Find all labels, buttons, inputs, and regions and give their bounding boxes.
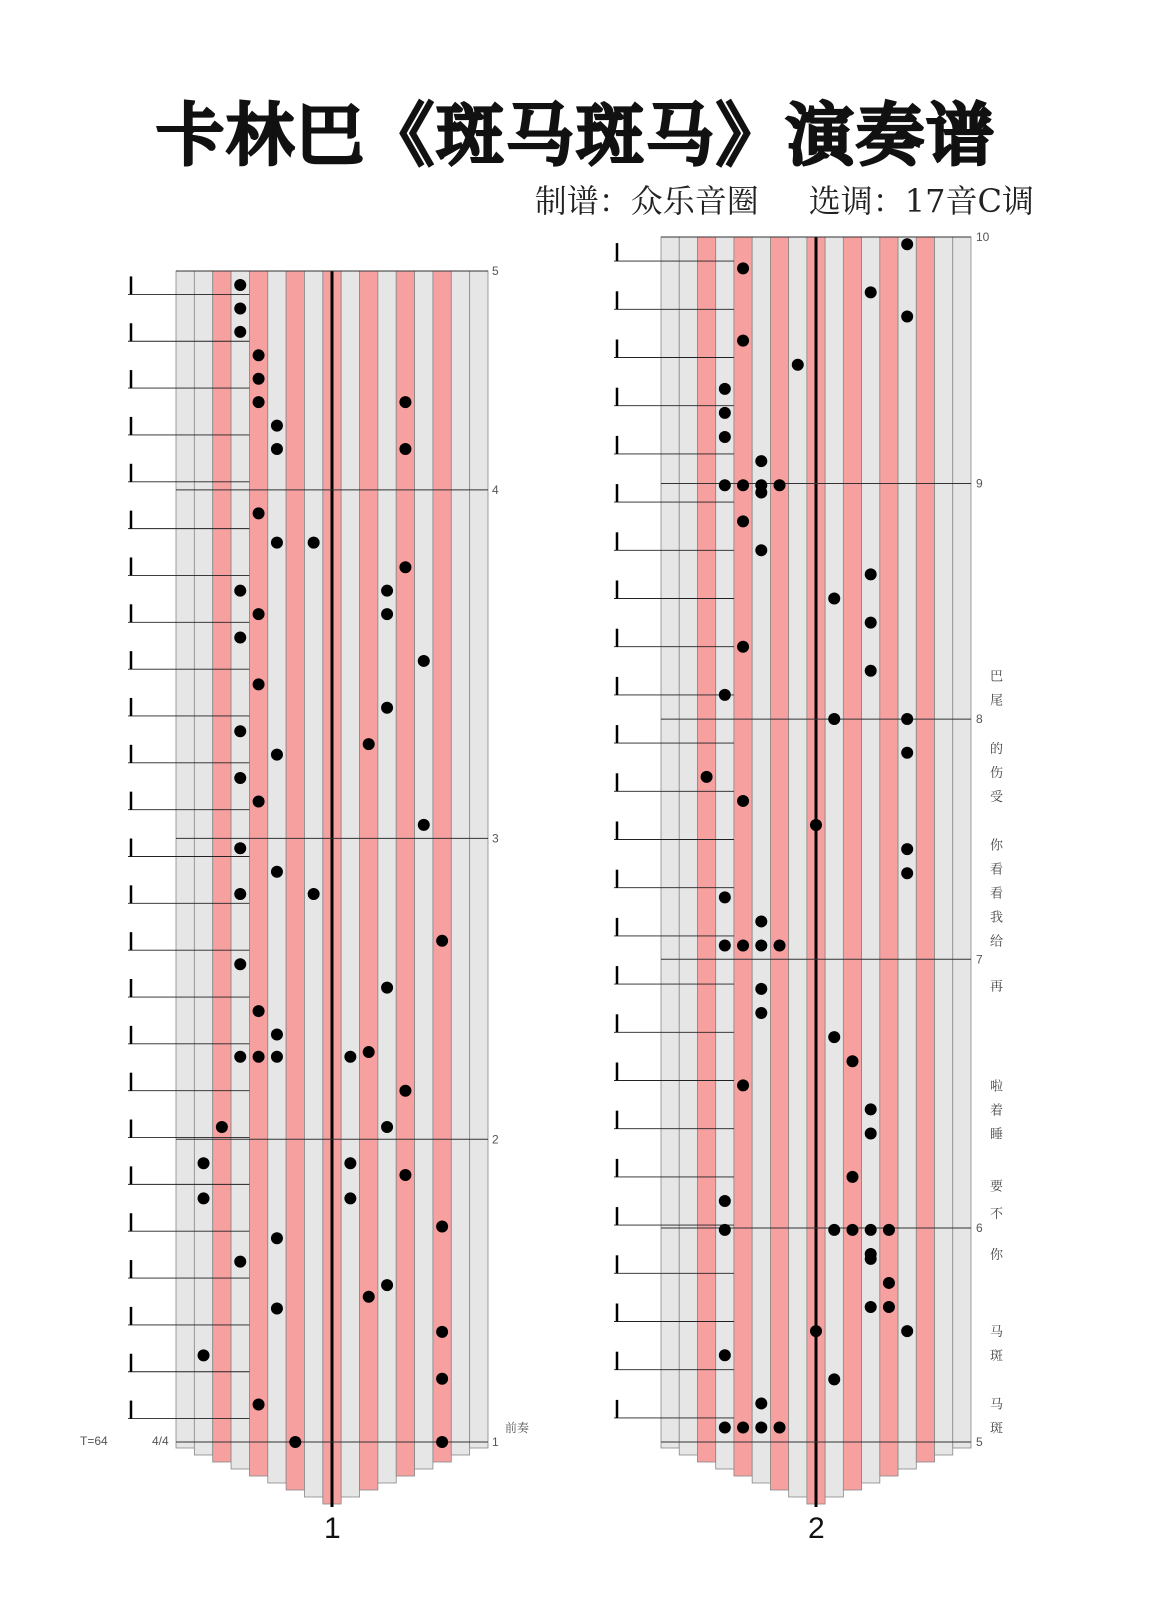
note-dot <box>363 1291 375 1303</box>
note-dot <box>436 1221 448 1233</box>
lyric-char: 给 <box>990 934 1004 950</box>
note-dot <box>381 585 393 597</box>
bar-number: 5 <box>976 1435 983 1449</box>
note-dot <box>381 702 393 714</box>
note-dot <box>737 1079 749 1091</box>
kalimba-tine <box>176 271 194 1448</box>
note-dot <box>755 915 767 927</box>
note-dot <box>253 1051 265 1063</box>
page-title: 卡林巴《斑马斑马》演奏谱 <box>155 97 996 176</box>
lyric-char: 啦 <box>990 1079 1004 1095</box>
note-dot <box>234 842 246 854</box>
note-dot <box>271 1303 283 1315</box>
note-dot <box>271 866 283 878</box>
note-dot <box>755 1422 767 1434</box>
note-dot <box>198 1349 210 1361</box>
note-dot <box>719 1195 731 1207</box>
note-dot <box>865 1103 877 1115</box>
kalimba-tine <box>770 237 788 1490</box>
arranger-credit: 制谱：众乐音圈 <box>534 182 759 220</box>
note-dot <box>755 455 767 467</box>
lyric-char: 要 <box>990 1179 1004 1195</box>
note-dot <box>418 655 430 667</box>
note-dot <box>828 593 840 605</box>
note-dot <box>234 326 246 338</box>
kalimba-tine <box>341 271 359 1497</box>
tempo-marking: T=64 <box>80 1434 108 1448</box>
note-dot <box>737 479 749 491</box>
kalimba-tine <box>789 237 807 1497</box>
bar-number: 7 <box>976 952 983 967</box>
note-dot <box>271 1232 283 1244</box>
note-dot <box>289 1436 301 1448</box>
bar-number: 4 <box>492 482 499 497</box>
note-dot <box>363 738 375 750</box>
note-dot <box>271 443 283 455</box>
note-dot <box>846 1055 858 1067</box>
note-dot <box>253 678 265 690</box>
bar-number: 6 <box>976 1220 983 1235</box>
score-panel-2 <box>614 230 1004 1545</box>
bar-number: 2 <box>492 1132 499 1147</box>
note-dot <box>901 747 913 759</box>
note-dot <box>865 286 877 298</box>
kalimba-tine <box>194 271 212 1455</box>
note-dot <box>253 1399 265 1411</box>
note-dot <box>234 725 246 737</box>
bar-number: 8 <box>976 712 983 727</box>
kalimba-tine <box>716 237 734 1469</box>
note-dot <box>719 407 731 419</box>
note-dot <box>436 1373 448 1385</box>
kalimba-tine <box>249 271 267 1476</box>
note-dot <box>198 1192 210 1204</box>
kalimba-tine <box>697 237 715 1462</box>
note-dot <box>216 1121 228 1133</box>
lyric-char: 我 <box>990 910 1004 926</box>
kalimba-tine <box>378 271 396 1483</box>
note-dot <box>810 1325 822 1337</box>
note-dot <box>381 1279 393 1291</box>
lyric-char: 受 <box>990 790 1004 806</box>
bar-number: 10 <box>976 230 990 244</box>
note-dot <box>755 544 767 556</box>
bar-number: 1 <box>492 1435 499 1449</box>
score-panel-1 <box>128 264 499 1545</box>
note-dot <box>253 349 265 361</box>
note-dot <box>253 608 265 620</box>
lyric-char: 你 <box>990 838 1004 854</box>
note-dot <box>436 935 448 947</box>
note-dot <box>271 420 283 432</box>
note-dot <box>234 888 246 900</box>
note-dot <box>234 1051 246 1063</box>
note-dot <box>810 819 822 831</box>
bar-number: 3 <box>492 831 499 846</box>
kalimba-tine <box>825 237 843 1497</box>
note-dot <box>737 940 749 952</box>
time-signature: 4/4 <box>152 1434 169 1448</box>
kalimba-tine <box>213 271 231 1462</box>
lyric-char: 看 <box>990 886 1004 902</box>
note-dot <box>344 1192 356 1204</box>
kalimba-tine <box>286 271 304 1490</box>
note-dot <box>883 1301 895 1313</box>
kalimba-tine <box>734 237 752 1476</box>
note-dot <box>737 262 749 274</box>
note-dot <box>234 772 246 784</box>
note-dot <box>737 335 749 347</box>
note-dot <box>828 1373 840 1385</box>
note-dot <box>719 940 731 952</box>
kalimba-tine <box>935 237 953 1455</box>
note-dot <box>865 568 877 580</box>
note-dot <box>253 507 265 519</box>
lyric-char: 的 <box>990 741 1004 757</box>
note-dot <box>828 1224 840 1236</box>
note-dot <box>253 795 265 807</box>
note-dot <box>271 537 283 549</box>
note-dot <box>344 1157 356 1169</box>
note-dot <box>865 617 877 629</box>
note-dot <box>234 1256 246 1268</box>
note-dot <box>901 867 913 879</box>
note-dot <box>253 373 265 385</box>
note-dot <box>737 795 749 807</box>
bar-number: 9 <box>976 476 983 491</box>
note-dot <box>234 632 246 644</box>
note-dot <box>719 1422 731 1434</box>
note-dot <box>719 431 731 443</box>
lyric-char: 看 <box>990 862 1004 878</box>
note-dot <box>399 561 411 573</box>
note-dot <box>755 983 767 995</box>
note-dot <box>901 311 913 323</box>
kalimba-tine <box>360 271 378 1490</box>
lyric-char: 马 <box>990 1397 1004 1413</box>
note-dot <box>381 608 393 620</box>
lyric-char: 你 <box>990 1248 1004 1264</box>
key-credit: 选调：17音C调 <box>808 182 1034 220</box>
note-dot <box>719 1349 731 1361</box>
note-dot <box>755 1007 767 1019</box>
note-dot <box>737 641 749 653</box>
note-dot <box>737 515 749 527</box>
note-dot <box>271 749 283 761</box>
note-dot <box>865 1301 877 1313</box>
kalimba-tine <box>880 237 898 1476</box>
note-dot <box>828 713 840 725</box>
lyric-char: 睡 <box>990 1127 1004 1143</box>
kalimba-tine <box>304 271 322 1497</box>
note-dot <box>774 940 786 952</box>
note-dot <box>198 1157 210 1169</box>
note-dot <box>774 479 786 491</box>
note-dot <box>865 665 877 677</box>
note-dot <box>234 585 246 597</box>
page-number: 2 <box>808 1512 825 1545</box>
note-dot <box>399 1085 411 1097</box>
note-dot <box>234 279 246 291</box>
note-dot <box>846 1171 858 1183</box>
note-dot <box>774 1422 786 1434</box>
note-dot <box>755 1397 767 1409</box>
kalimba-tine <box>862 237 880 1483</box>
note-dot <box>883 1277 895 1289</box>
note-dot <box>901 1325 913 1337</box>
note-dot <box>719 689 731 701</box>
note-dot <box>363 1046 375 1058</box>
lyric-char: 不 <box>990 1207 1004 1223</box>
kalimba-tine <box>433 271 451 1462</box>
note-dot <box>865 1248 877 1260</box>
lyric-char: 斑 <box>990 1349 1004 1365</box>
note-dot <box>701 771 713 783</box>
note-dot <box>901 238 913 250</box>
note-dot <box>719 1224 731 1236</box>
note-dot <box>719 383 731 395</box>
note-dot <box>381 1121 393 1133</box>
intro-label: 前奏 <box>505 1421 530 1435</box>
note-dot <box>253 396 265 408</box>
note-dot <box>271 1051 283 1063</box>
lyric-char: 马 <box>990 1325 1004 1341</box>
note-dot <box>719 891 731 903</box>
note-dot <box>865 1224 877 1236</box>
note-dot <box>308 888 320 900</box>
note-dot <box>271 1028 283 1040</box>
note-dot <box>234 958 246 970</box>
page-number: 1 <box>324 1512 341 1545</box>
kalimba-tine <box>451 271 469 1455</box>
note-dot <box>792 359 804 371</box>
kalimba-tine <box>843 237 861 1490</box>
note-dot <box>253 1005 265 1017</box>
note-dot <box>737 1422 749 1434</box>
lyric-char: 巴 <box>990 669 1004 685</box>
note-dot <box>883 1224 895 1236</box>
lyric-char: 再 <box>990 979 1004 995</box>
note-dot <box>399 443 411 455</box>
note-dot <box>846 1224 858 1236</box>
note-dot <box>344 1051 356 1063</box>
note-dot <box>755 940 767 952</box>
note-dot <box>755 479 767 491</box>
lyric-char: 尾 <box>990 693 1004 709</box>
note-dot <box>418 819 430 831</box>
note-dot <box>399 1169 411 1181</box>
note-dot <box>901 713 913 725</box>
kalimba-tine <box>661 237 679 1448</box>
note-dot <box>436 1326 448 1338</box>
bar-number: 5 <box>492 264 499 278</box>
kalimba-tine <box>679 237 697 1455</box>
kalimba-tine <box>953 237 971 1448</box>
note-dot <box>828 1031 840 1043</box>
kalimba-tine <box>470 271 488 1448</box>
kalimba-tine <box>231 271 249 1469</box>
note-dot <box>436 1436 448 1448</box>
note-dot <box>399 396 411 408</box>
lyric-char: 着 <box>990 1103 1004 1119</box>
note-dot <box>865 1128 877 1140</box>
lyric-char: 伤 <box>990 766 1004 782</box>
kalimba-tine <box>752 237 770 1483</box>
note-dot <box>719 479 731 491</box>
note-dot <box>901 843 913 855</box>
kalimba-tine <box>415 271 433 1469</box>
lyric-char: 斑 <box>990 1421 1004 1437</box>
kalimba-tine <box>916 237 934 1462</box>
note-dot <box>308 537 320 549</box>
note-dot <box>381 982 393 994</box>
note-dot <box>234 302 246 314</box>
